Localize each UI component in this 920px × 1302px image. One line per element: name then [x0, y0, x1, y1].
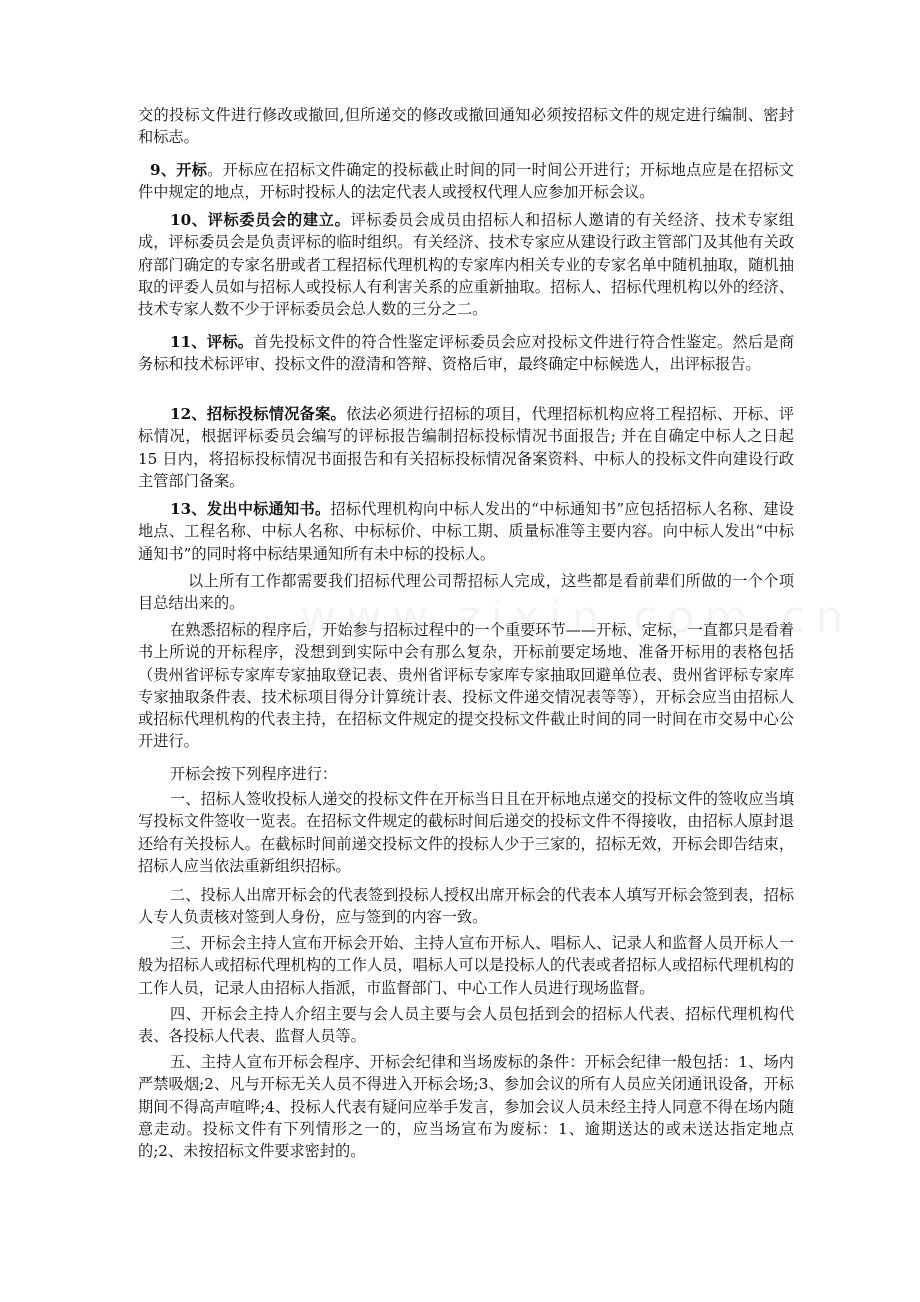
paragraph-4: 11、评标。首先投标文件的符合性鉴定评标委员会应对投标文件进行符合性鉴定。然后是商务标和技术标评审、投标文件的澄清和答辩、资格后审，最终确定中标候选人，出评标报告。	[138, 333, 795, 374]
paragraph-5: 12、招标投标情况备案。依法必须进行招标的项目，代理招标机构应将工程招标、开标、评标情况，根据评标委员会编写的评标报告编制招标投标情况书面报告; 并在自确定中标人之日起 15 日内，将招标投标情况书面报告和有关招标投标情况备案资料、中标人的投标文件向建设行政主管部门备案。	[138, 405, 795, 490]
paragraph-heading: 9、开标	[150, 161, 208, 179]
paragraph-heading: 10、评标委员会的建立。	[170, 211, 351, 229]
paragraph-heading: 12、招标投标情况备案。	[170, 405, 346, 423]
paragraph-7: 以上所有工作都需要我们招标代理公司帮招标人完成，这些都是看前辈们所做的一个个项目总结出来的。	[138, 572, 794, 613]
paragraph-12: 三、开标会主持人宣布开标会开始、主持人宣布开标人、唱标人、记录人和监督人员开标人一般为招标人或招标代理机构的工作人员，唱标人可以是投标人的代表或者招标人或招标代理机构的工作人员，记录人由招标人指派，市监督部门、中心工作人员进行现场监督。	[138, 934, 794, 997]
paragraph-14: 五、主持人宣布开标会程序、开标会纪律和当场废标的条件：开标会纪律一般包括：1、场内严禁吸烟;2、凡与开标无关人员不得进入开标会场;3、参加会议的所有人员应关闭通讯设备，开标期间不得高声喧哗;4、投标人代表有疑问应举手发言，参加会议人员未经主持人同意不得在场内随意走动。投标文件有下列情形之一的，应当场宣布为废标：1、逾期送达的或未送达指定地点的;2、未按招标文件要求密封的。	[138, 1053, 794, 1161]
paragraph-11: 二、投标人出席开标会的代表签到投标人授权出席开标会的代表本人填写开标会签到表，招标人专人负责核对签到人身份，应与签到的内容一致。	[138, 886, 794, 927]
paragraph-heading: 13、发出中标通知书。	[170, 500, 331, 518]
paragraph-2: 9、开标。开标应在招标文件确定的投标截止时间的同一时间公开进行；开标地点应是在招标文件中规定的地点，开标时投标人的法定代表人或授权代理人应参加开标会议。	[138, 161, 794, 202]
paragraph-heading: 11、评标。	[170, 333, 254, 351]
paragraph-9: 开标会按下列程序进行：	[170, 765, 338, 783]
paragraph-13: 四、开标会主持人介绍主要与会人员主要与会人员包括到会的招标人代表、招标代理机构代表、各投标人代表、监督人员等。	[138, 1005, 794, 1046]
paragraph-6: 13、发出中标通知书。招标代理机构向中标人发出的“中标通知书”应包括招标人名称、建设地点、工程名称、中标人名称、中标标价、中标工期、质量标准等主要内容。向中标人发出“中标通知书”的同时将中标结果通知所有未中标的投标人。	[138, 500, 794, 563]
paragraph-8: 在熟悉招标的程序后，开始参与招标过程中的一个重要环节——开标、定标，一直都只是看着书上所说的开标程序，没想到到实际中会有那么复杂，开标前要定场地、准备开标用的表格包括（贵州省评标专家库专家抽取登记表、贵州省评标专家库专家抽取回避单位表、贵州省评标专家库专家抽取条件表、技术标项目得分计算统计表、投标文件递交情况表等等），开标会应当由招标人或招标代理机构的代表主持，在招标文件规定的提交投标文件截止时间的同一时间在市交易中心公开进行。	[138, 621, 794, 751]
paragraph-10: 一、招标人签收投标人递交的投标文件在开标当日且在开标地点递交的投标文件的签收应当填写投标文件签收一览表。在招标文件规定的截标时间后递交的投标文件不得接收，由招标人原封退还给有关投标人。在截标时间前递交投标文件的投标人少于三家的，招标无效，开标会即告结束，招标人应当依法重新组织招标。	[138, 790, 794, 875]
paragraph-1: 交的投标文件进行修改或撤回,但所递交的修改或撤回通知必须按招标文件的规定进行编制、密封和标志。	[138, 106, 794, 147]
paragraph-3: 10、评标委员会的建立。评标委员会成员由招标人和招标人邀请的有关经济、技术专家组成，评标委员会是负责评标的临时组织。有关经济、技术专家应从建设行政主管部门及其他有关政府部门确定的专家名册或者工程招标代理机构的专家库内相关专业的专家名单中随机抽取，随机抽取的评委人员如与招标人或投标人有利害关系的应重新抽取。招标人、招标代理机构以外的经济、技术专家人数不少于评标委员会总人数的三分之二。	[138, 211, 795, 319]
